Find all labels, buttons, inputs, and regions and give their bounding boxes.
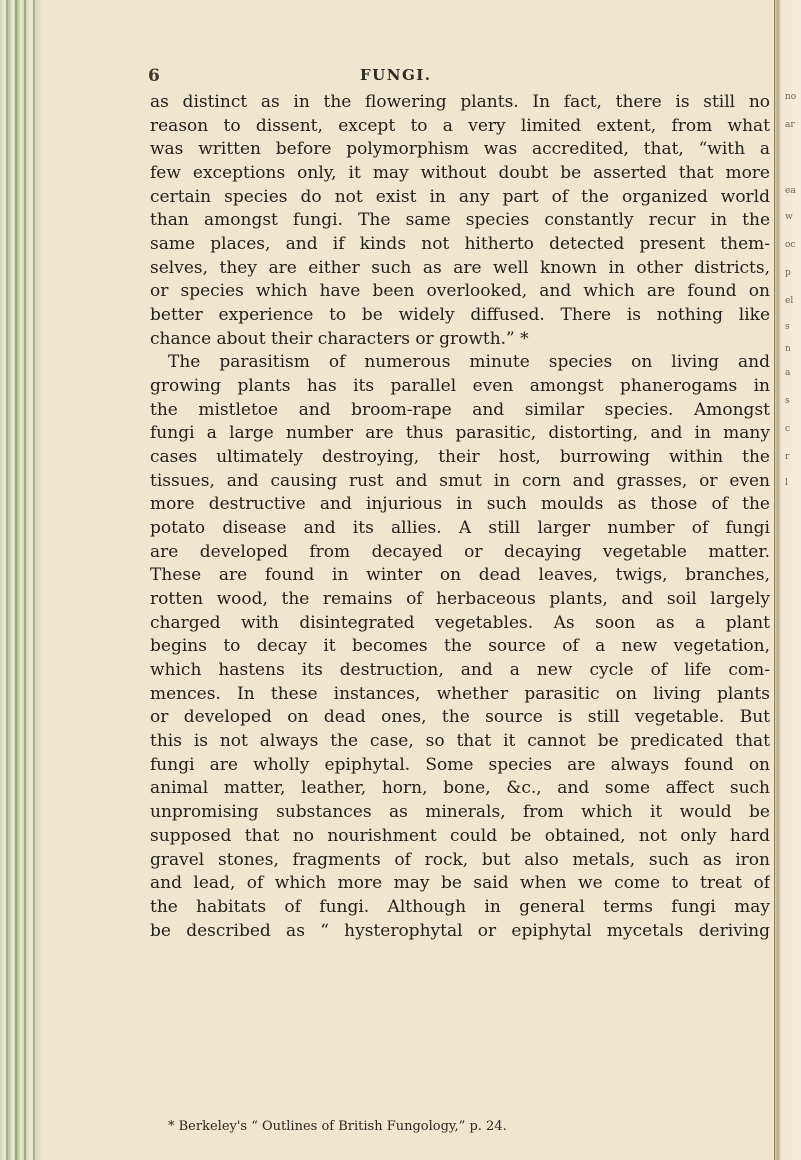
page-number: 6 <box>148 66 160 86</box>
edge-letter: s <box>785 396 790 406</box>
edge-letter: p <box>785 268 791 278</box>
text-line: same places, and if kinds not hitherto detected present them- <box>150 234 770 255</box>
text-line: than amongst fungi. The same species constantly recur in the <box>150 210 770 231</box>
text-line: the mistletoe and broom-rape and similar species. Amongst <box>150 399 770 420</box>
edge-letter: el <box>785 296 794 306</box>
text-line: which hastens its destruction, and a new cycle of life com- <box>150 660 770 681</box>
binding-gutter <box>0 0 42 1160</box>
text-line: The parasitism of numerous minute species on living and <box>168 352 770 373</box>
edge-letter: n <box>785 344 791 354</box>
text-line: unpromising substances as minerals, from which it would be <box>150 802 770 823</box>
text-line: rotten wood, the remains of herbaceous plants, and soil largely <box>150 589 770 610</box>
text-line: growing plants has its parallel even amongst phanerogams in <box>150 376 770 397</box>
edge-letter: ar <box>785 120 795 130</box>
facing-page-edge <box>774 0 801 1160</box>
text-line: charged with disintegrated vegetables. As soon as a plant <box>150 612 770 633</box>
text-line: selves, they are either such as are well known in other districts, <box>150 257 770 278</box>
edge-letter: a <box>785 368 791 378</box>
edge-letter: oc <box>785 240 796 250</box>
text-line: more destructive and injurious in such moulds as those of the <box>150 494 770 515</box>
text-line: this is not always the case, so that it cannot be predicated that <box>150 731 770 752</box>
text-line: are developed from decayed or decaying vegetable matter. <box>150 541 770 562</box>
text-line: tissues, and causing rust and smut in corn and grasses, or even <box>150 470 770 491</box>
edge-letter: w <box>785 212 793 222</box>
edge-letter: r <box>785 452 790 462</box>
edge-letter: l <box>785 478 788 488</box>
text-line: and lead, of which more may be said when we come to treat of <box>150 873 770 894</box>
text-line: gravel stones, fragments of rock, but also metals, such as iron <box>150 849 770 870</box>
edge-letter: ea <box>785 186 796 196</box>
text-line: begins to decay it becomes the source of a new vegetation, <box>150 636 770 657</box>
footnote: * Berkeley's “ Outlines of British Fungology,” p. 24. <box>168 1119 507 1134</box>
text-line: fungi are wholly epiphytal. Some species are always found on <box>150 754 770 775</box>
body-text <box>150 91 770 943</box>
text-line: chance about their characters or growth.” * <box>150 328 529 349</box>
text-line: better experience to be widely diffused. There is nothing like <box>150 305 770 326</box>
text-line: few exceptions only, it may without doubt be asserted that more <box>150 163 770 184</box>
edge-letter: c <box>785 424 791 434</box>
text-line: These are found in winter on dead leaves, twigs, branches, <box>150 565 770 586</box>
edge-letter: s <box>785 322 790 332</box>
text-line: the habitats of fungi. Although in general terms fungi may <box>150 896 770 917</box>
text-line: be described as “ hysterophytal or epiphytal mycetals deriving <box>150 920 770 941</box>
text-line: or developed on dead ones, the source is still vegetable. But <box>150 707 770 728</box>
text-line: or species which have been overlooked, and which are found on <box>150 281 770 302</box>
text-line: certain species do not exist in any part of the organized world <box>150 186 770 207</box>
text-line: fungi a large number are thus parasitic, distorting, and in many <box>150 423 770 444</box>
running-head: FUNGI. <box>360 66 432 84</box>
text-line: cases ultimately destroying, their host, burrowing within the <box>150 447 770 468</box>
text-line: reason to dissent, except to a very limited extent, from what <box>150 115 770 136</box>
text-line: as distinct as in the flowering plants. In fact, there is still no <box>150 92 770 112</box>
text-line: animal matter, leather, horn, bone, &c., and some affect such <box>150 778 770 799</box>
edge-letter: no <box>785 92 797 102</box>
text-line: was written before polymorphism was accredited, that, “with a <box>150 139 770 160</box>
text-line: potato disease and its allies. A still larger number of fungi <box>150 518 770 539</box>
text-line: supposed that no nourishment could be obtained, not only hard <box>150 825 770 846</box>
text-line: mences. In these instances, whether parasitic on living plants <box>150 683 770 704</box>
